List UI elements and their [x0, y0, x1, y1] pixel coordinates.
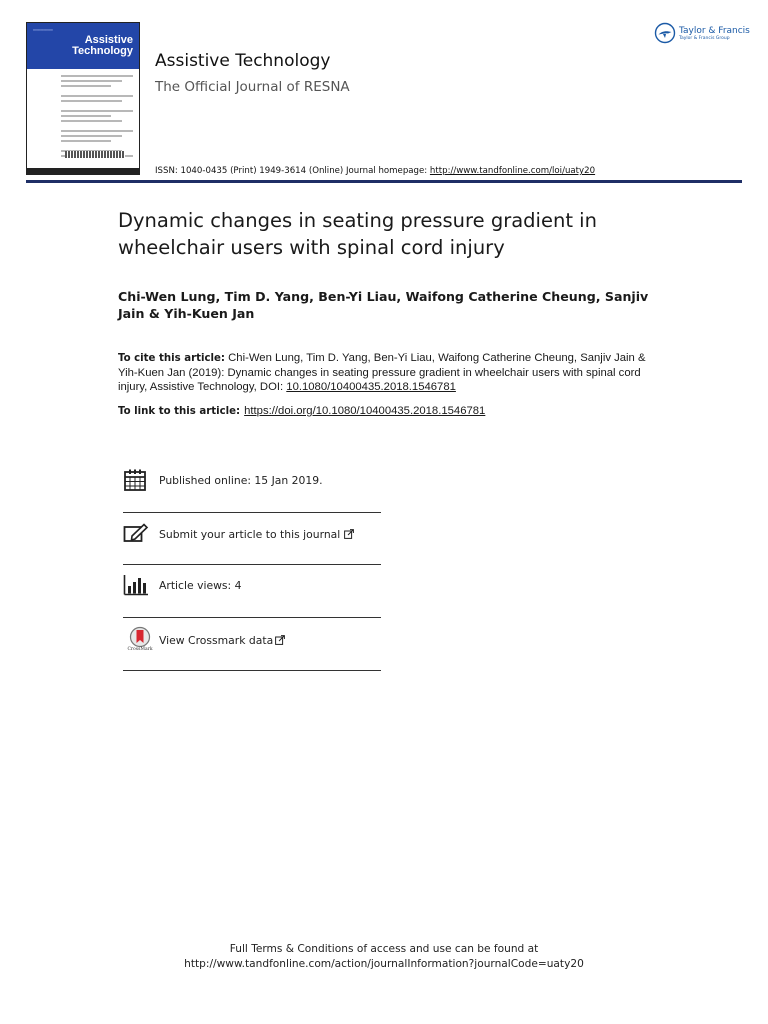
views-row[interactable] — [123, 559, 381, 611]
cover-title-line1: Assistive — [84, 34, 133, 46]
cite-text: Chi-Wen Lung, Tim D. Yang, Ben-Yi Liau, Waifong Catherine Cheung, Sanjiv Jain & Yih-Kuen Jan (2019): Dynamic changes in seating pressure gradient in wheelchair users with spinal cord injury, Assistive Technology, DOI: — [118, 352, 646, 393]
external-link-icon — [275, 635, 285, 645]
meta-divider — [123, 670, 381, 671]
crossmark-row[interactable] — [123, 614, 381, 666]
submit-row[interactable] — [123, 508, 381, 560]
published-row — [123, 454, 381, 506]
cover-contents — [61, 75, 133, 160]
issn-line — [155, 166, 595, 176]
article-link-line — [118, 405, 678, 417]
taylor-francis-icon — [654, 22, 676, 44]
journal-cover — [26, 22, 140, 175]
link-label: To link to this article: — [118, 406, 241, 417]
header-divider — [26, 180, 742, 183]
cite-label: To cite this article: — [118, 353, 225, 364]
cover-masthead: ━━━━━━━━━━━ — [33, 28, 53, 32]
submit-article-link[interactable] — [159, 528, 354, 541]
calendar-icon — [123, 468, 147, 492]
external-link-icon — [344, 529, 354, 539]
journal-title: Assistive Technology — [155, 51, 331, 71]
footer-terms-link[interactable]: http://www.tandfonline.com/action/journalInformation?journalCode=uaty20 — [184, 958, 584, 970]
published-date: Published online: 15 Jan 2019. — [159, 473, 323, 487]
footer-terms — [0, 942, 768, 972]
cover-bottom-bar — [27, 168, 139, 174]
cite-doi-link[interactable]: 10.1080/10400435.2018.1546781 — [286, 381, 456, 393]
publisher-logo[interactable] — [654, 22, 750, 44]
footer-line1: Full Terms & Conditions of access and use can be found at — [229, 943, 539, 955]
crossmark-icon-label: CrossMark — [127, 647, 153, 652]
crossmark-icon — [129, 626, 151, 648]
journal-subtitle: The Official Journal of RESNA — [155, 79, 350, 95]
cover-title — [72, 35, 133, 57]
article-doi-link[interactable]: https://doi.org/10.1080/10400435.2018.1546781 — [244, 405, 486, 417]
cover-title-line2: Technology — [72, 45, 133, 57]
article-title: Dynamic changes in seating pressure gradient in wheelchair users with spinal cord injury — [118, 209, 597, 259]
bar-chart-icon — [123, 574, 149, 596]
view-crossmark-label: View Crossmark data — [159, 633, 274, 647]
submit-article-label: Submit your article to this journal — [159, 527, 341, 541]
edit-icon — [123, 523, 149, 545]
citation-block — [118, 351, 658, 394]
journal-homepage-link[interactable]: http://www.tandfonline.com/loi/uaty20 — [429, 166, 596, 176]
issn-text: ISSN: 1040-0435 (Print) 1949-3614 (Online) Journal homepage: — [155, 166, 430, 176]
article-authors: Chi-Wen Lung, Tim D. Yang, Ben-Yi Liau, Waifong Catherine Cheung, Sanjiv Jain & Yih-Kuen Jan — [118, 289, 649, 321]
publisher-name: Taylor & Francis — [679, 25, 750, 36]
view-crossmark-link[interactable] — [159, 634, 285, 647]
cover-barcode — [65, 151, 125, 158]
article-views: Article views: 4 — [159, 578, 242, 592]
publisher-group: Taylor & Francis Group — [679, 35, 730, 41]
